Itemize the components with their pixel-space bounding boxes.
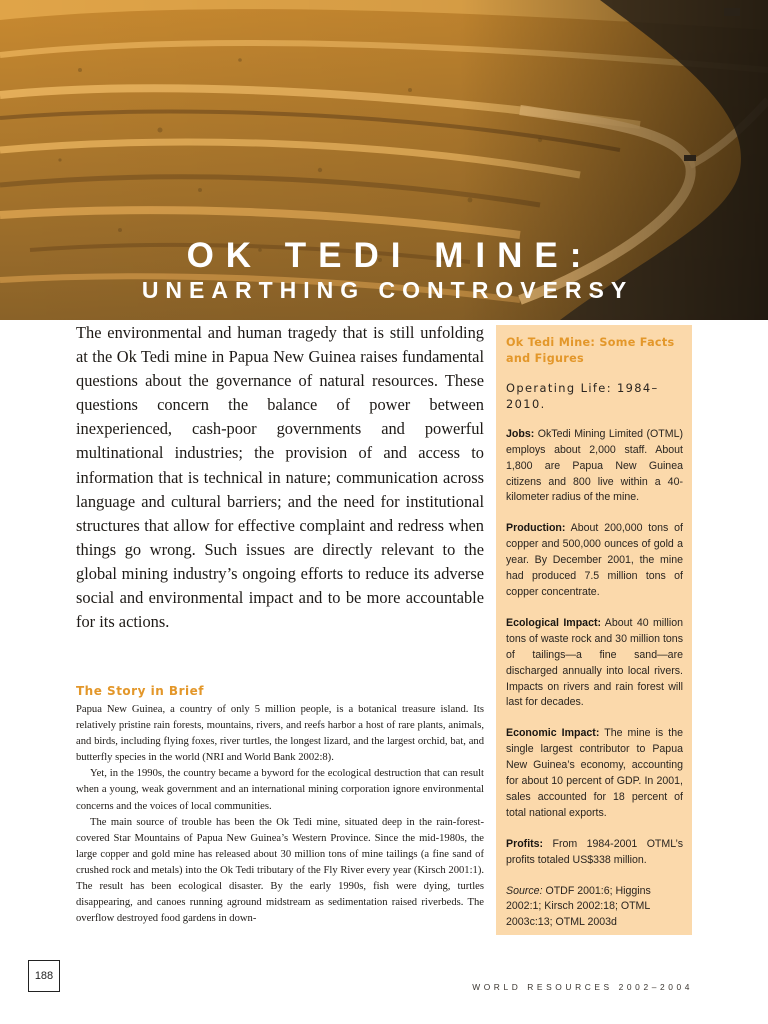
fact-jobs [506,427,683,507]
section-heading: The Story in Brief [76,684,204,698]
fact-profits [506,837,683,869]
facts-sidebar [496,325,692,935]
running-footer: WORLD RESOURCES 2002–2004 [472,982,693,992]
sidebar-title: Ok Tedi Mine: Some Facts and Figures [506,336,675,365]
fact-production [506,521,683,601]
source-text: OTDF 2001:6; Higgins 2002:1; Kirsch 2002:18; OTML 2003c:13; OTML 2003d [506,884,651,929]
operating-life: Operating Life: 1984–2010. [506,381,659,411]
fact-text: About 200,000 tons of copper and 500,000 ounces of gold a year. By December 2001, the mine had produced 7.5 million tons of copper concentrate. [506,522,683,598]
fact-text: From 1984-2001 OTML’s profits totaled US$338 million. [506,837,683,866]
fact-label: Profits: [506,837,544,850]
fact-ecological-impact [506,616,683,711]
fact-text: The mine is the single largest contributor to Papua New Guinea’s economy, accounting for about 10 percent of GDP. In 2001, sales accounted for 18 percent of total national exports. [506,727,683,819]
body-paragraph: The main source of trouble has been the Ok Tedi mine, situated deep in the rain-forest-covered Star Mountains of Papua New Guinea’s Western Province. Since the mid-1980s, the large copper and gold mine has released about 30 million tons of mine tailings (a fine sand of crushed rock and metals) into the Ok Tedi tributary of the Fly River every year (Kirsch 2001:1). The result has been ecological disaster. By the early 1990s, fish were dying, turtles disappearing, and canoes running aground midstream as sedimentation raised riverbeds. The overflow destroyed food gardens in down- [76,816,484,925]
hero-photo [0,0,768,320]
source-label: Source: [506,884,543,897]
fact-label: Production: [506,522,566,535]
page-number: 188 [28,960,60,992]
fact-label: Ecological Impact: [506,616,602,629]
fact-label: Economic Impact: [506,727,600,740]
sidebar-source [506,884,683,932]
body-paragraph: Papua New Guinea, a country of only 5 million people, is a botanical treasure island. Its relatively pristine rain forests, mountains, rivers, and reefs harbor a host of rare plants, animals, and birds, including flying foxes, river turtles, the longest lizard, and the largest orchid, bat, and butterfly species in the world (NRI and World Bank 2002:8). [76,704,484,764]
story-body [76,702,484,938]
fact-label: Jobs: [506,427,535,440]
lead-paragraph: The environmental and human tragedy that is still unfolding at the Ok Tedi mine in Papua New Guinea raises fundamental questions about the governance of natural resources. These questions concern the balance of power between inexperienced, cash-poor governments and powerful multinational industries; the provision of and access to information that is technical in nature; communication across language and cultural barriers; and the need for institutional structures that allow for effective complaint and redress when things go wrong. Such issues are directly relevant to the global mining industry’s ongoing efforts to reduce its adverse social and environmental impact and to be more accountable for its actions. [76,323,484,632]
fact-economic-impact [506,726,683,821]
page-title: OK TEDI MINE: [186,236,594,275]
fact-text: About 40 million tons of waste rock and 30 million tons of tailings—a fine sand—are discharged annually into local rivers. Impacts on rivers and rain forest will last for decades. [506,616,683,709]
body-paragraph: Yet, in the 1990s, the country became a byword for the ecological destruction that can result when a young, weak government and an international mining corporation ignore environmental concerns and the voices of local communities. [76,768,484,812]
page-subtitle: UNEARTHING CONTROVERSY [141,277,634,303]
fact-text: OkTedi Mining Limited (OTML) employs about 2,000 staff. About 1,800 are Papua New Guinea citizens and 800 live within a 40-kilometer radius of the mine. [506,427,683,504]
